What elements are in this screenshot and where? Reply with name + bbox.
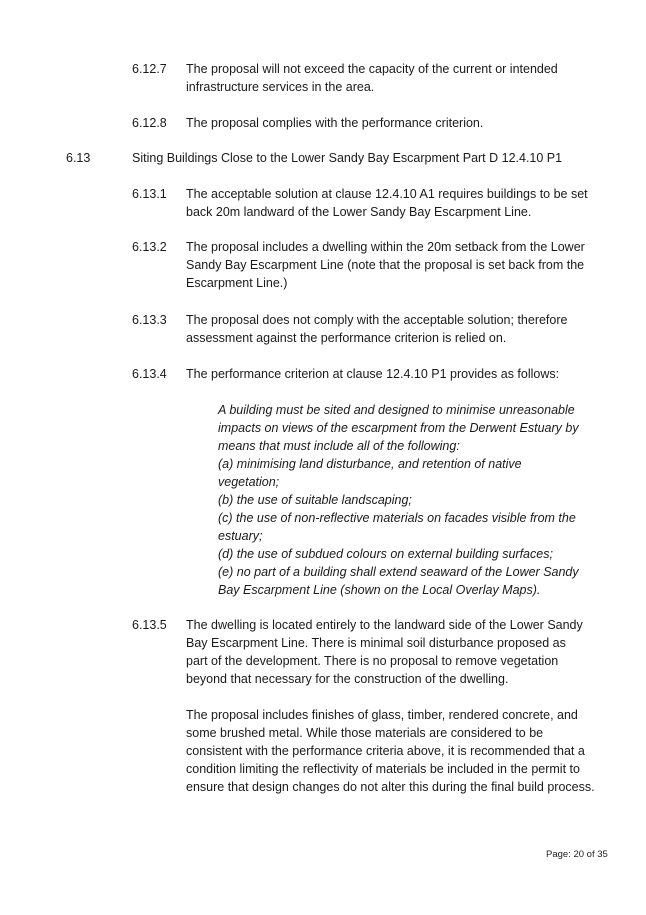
- quote-line: Bay Escarpment Line (shown on the Local Overlay Maps).: [218, 583, 541, 597]
- clause-text: The proposal does not comply with the acceptable solution; therefore assessment against the performance criterion is relied on.: [186, 313, 568, 345]
- section-heading: Siting Buildings Close to the Lower Sandy Bay Escarpment Part D 12.4.10 P1: [132, 151, 563, 165]
- section-6-13-heading: [66, 149, 606, 167]
- clause-6-13-3: [132, 311, 602, 347]
- continuation-paragraph: The proposal includes finishes of glass, timber, rendered concrete, and some brushed metal. While those materials are considered to be consistent with the performance criteria above, it is recommended that a condition limiting the reflectivity of materials be included in the permit to ensure that design changes do not alter this during the final build process.: [186, 708, 595, 794]
- clause-number: 6.13.4: [132, 367, 167, 381]
- clause-number: 6.13.1: [132, 187, 167, 201]
- quote-line: impacts on views of the escarpment from the Derwent Estuary by: [218, 421, 579, 435]
- clause-6-13-2: [132, 238, 602, 292]
- clause-text: The proposal includes a dwelling within the 20m setback from the Lower Sandy Bay Escarpment Line (note that the proposal is set back from the Escarpment Line.): [186, 240, 585, 290]
- quote-line: (d) the use of subdued colours on external building surfaces;: [218, 547, 553, 561]
- quote-line: vegetation;: [218, 475, 280, 489]
- clause-text: The performance criterion at clause 12.4.10 P1 provides as follows:: [186, 367, 560, 381]
- clause-6-12-7: [132, 60, 602, 96]
- quote-line: (b) the use of suitable landscaping;: [218, 493, 412, 507]
- clause-number: 6.13.2: [132, 240, 167, 254]
- clause-text: The proposal will not exceed the capacity of the current or intended infrastructure services in the area.: [186, 62, 558, 94]
- clause-6-12-8: [132, 114, 602, 132]
- quote-line: estuary;: [218, 529, 263, 543]
- clause-text: The proposal complies with the performance criterion.: [186, 116, 484, 130]
- clause-text: The acceptable solution at clause 12.4.10 A1 requires buildings to be set back 20m landward of the Lower Sandy Bay Escarpment Line.: [186, 187, 588, 219]
- page-number: Page: 20 of 35: [546, 849, 608, 860]
- clause-number: 6.12.7: [132, 62, 167, 76]
- clause-number: 6.12.8: [132, 116, 167, 130]
- clause-text: The dwelling is located entirely to the landward side of the Lower Sandy Bay Escarpment Line. There is minimal soil disturbance proposed as part of the development. There is no proposal to remove vegetation beyond that necessary for the construction of the dwelling.: [186, 618, 583, 686]
- clause-number: 6.13.5: [132, 618, 167, 632]
- performance-criterion-quote: [218, 401, 603, 599]
- quote-line: (c) the use of non-reflective materials on facades visible from the: [218, 511, 576, 525]
- section-number: 6.13: [66, 151, 91, 165]
- quote-line: (a) minimising land disturbance, and retention of native: [218, 457, 522, 471]
- clause-number: 6.13.3: [132, 313, 167, 327]
- clause-6-13-5: [132, 616, 602, 688]
- clause-6-13-1: [132, 185, 602, 221]
- quote-line: means that must include all of the following:: [218, 439, 460, 453]
- quote-line: (e) no part of a building shall extend seaward of the Lower Sandy: [218, 565, 579, 579]
- quote-line: A building must be sited and designed to minimise unreasonable: [218, 403, 575, 417]
- clause-6-13-4: [132, 365, 602, 383]
